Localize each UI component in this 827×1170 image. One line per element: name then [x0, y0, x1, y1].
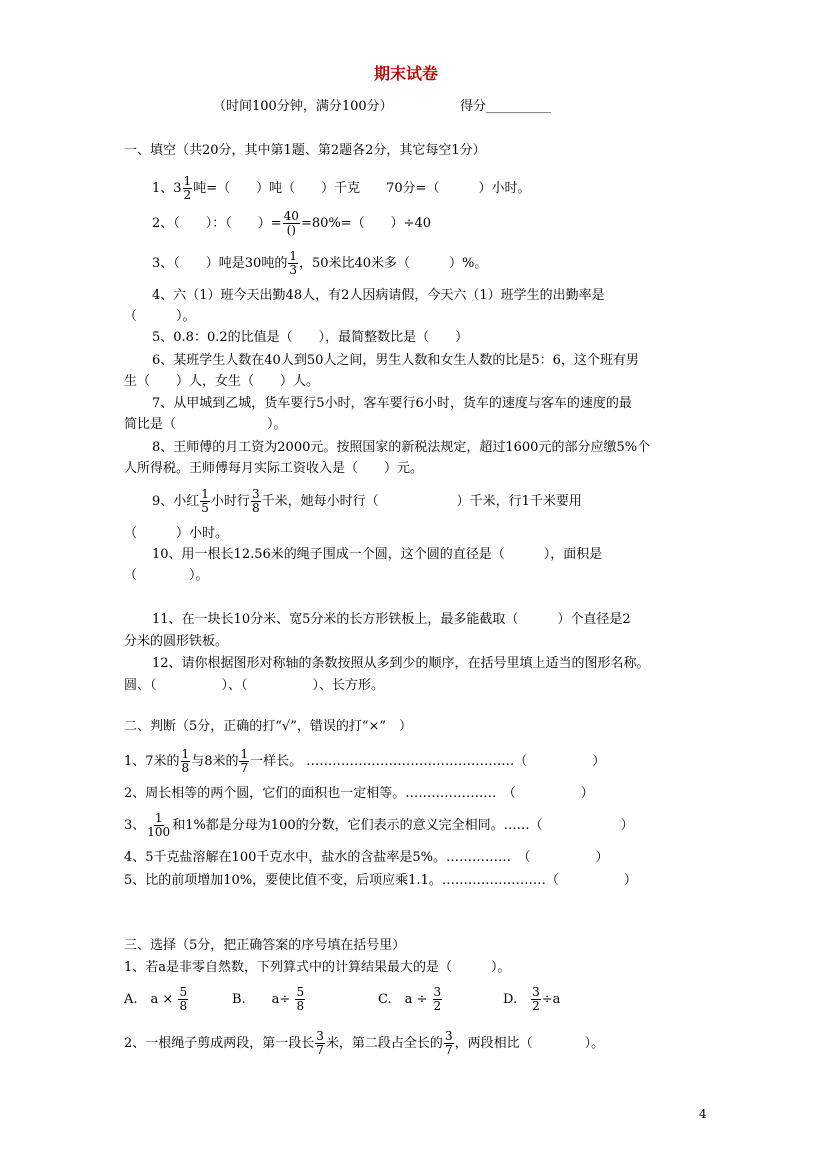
text: ，两段相比（ ）。	[454, 1036, 605, 1051]
fraction	[531, 986, 541, 1013]
text: 9、小红	[152, 494, 200, 509]
s1-question-4-line1: 4、六（1）班今天出勤48人，有2人因病请假，今天六（1）班学生的出勤率是	[152, 288, 605, 303]
fraction	[183, 175, 193, 202]
text: 一样长。 …………………………………………（ ）	[250, 754, 606, 769]
section2-heading: 二、判断（5分，正确的打“√”，错误的打“×” ）	[124, 719, 413, 734]
text: D.	[503, 992, 518, 1007]
s1-question-5: 5、0.8：0.2的比值是（ ），最简整数比是（ ）	[152, 330, 469, 345]
fraction	[181, 748, 191, 775]
numerator: 1	[154, 811, 163, 825]
fraction	[295, 986, 305, 1013]
numerator: 3	[251, 487, 260, 501]
numerator: 1	[201, 487, 209, 501]
fraction	[283, 210, 300, 237]
numerator: 3	[532, 985, 540, 999]
s1-question-6-line1: 6、某班学生人数在40人到50人之间，男生人数和女生人数的比是5：6，这个班有男	[152, 353, 639, 368]
fraction	[444, 1030, 454, 1057]
s3-option-c	[378, 986, 443, 1013]
denominator: 2	[433, 999, 442, 1013]
numerator: 40	[283, 209, 299, 223]
fraction	[433, 986, 443, 1013]
s1-question-9-line2: （ ）小时。	[124, 526, 229, 541]
numerator: 1	[183, 174, 192, 188]
denominator: 7	[316, 1043, 324, 1057]
text: ，50米比40米多（ ）%。	[298, 256, 488, 271]
text: A. a ×	[124, 992, 174, 1007]
fraction	[239, 748, 249, 775]
section1-heading: 一、填空（共20分，其中第1题、第2题各2分，其它每空1分）	[124, 143, 486, 158]
text: 2、一根绳子剪成两段，第一段长	[124, 1036, 315, 1051]
denominator: 7	[444, 1043, 453, 1057]
s1-question-6-line2: 生（ ）人，女生（ ）人。	[124, 374, 320, 389]
numerator: 5	[179, 985, 188, 999]
text: =80%=（ ）÷40	[300, 216, 432, 231]
fraction	[251, 488, 261, 515]
s2-question-2: 2、周长相等的两个圆，它们的面积也一定相等。………………… （ ）	[124, 786, 594, 801]
text: 3、	[124, 818, 146, 833]
denominator: 8	[179, 999, 188, 1013]
text: 吨=（ ）吨（ ）千克 70分=（ ）小时。	[193, 181, 531, 196]
denominator: 7	[240, 761, 249, 775]
s1-question-10-line2: （ ）。	[124, 568, 209, 583]
text: C. a ÷	[378, 992, 428, 1007]
text: B. a÷	[232, 992, 291, 1007]
s1-question-4-line2: （ ）。	[124, 309, 196, 324]
text: ÷a	[541, 992, 561, 1007]
page-number: 4	[699, 1107, 707, 1121]
text: 千米，她每小时行（ ）千米，行1千米要用	[261, 494, 582, 509]
text: 小时行	[210, 494, 250, 509]
text: 1、7米的	[124, 754, 180, 769]
text: 1、3	[152, 181, 182, 196]
s1-question-3	[152, 250, 487, 277]
denominator: 8	[181, 761, 190, 775]
numerator: 1	[289, 249, 297, 263]
exam-info: （时间100分钟，满分100分）	[213, 99, 393, 114]
s1-question-11-line1: 11、在一块长10分米、宽5分米的长方形铁板上，最多能截取（ ）个直径是2	[152, 612, 631, 627]
s1-question-12-line2: 圆、（ ）、（ ）、长方形。	[124, 678, 385, 693]
text: 3、（ ）吨是30吨的	[152, 256, 288, 271]
section3-heading: 三、选择（5分，把正确答案的序号填在括号里）	[124, 938, 406, 953]
s1-question-12-line1: 12、请你根据图形对称轴的条数按照从多到少的顺序，在括号里填上适当的图形名称。	[152, 656, 650, 671]
s2-question-4: 4、5千克盐溶解在100千克水中，盐水的含盐率是5%。…………… （ ）	[124, 850, 609, 865]
text: 和1%都是分母为100的分数，它们表示的意义完全相同。……（ ）	[172, 818, 634, 833]
numerator: 1	[181, 747, 190, 761]
s1-question-7-line2: 简比是（ ）。	[124, 417, 287, 432]
denominator: 5	[201, 501, 209, 515]
denominator: 2	[532, 999, 540, 1013]
fraction	[315, 1030, 325, 1057]
page-title: 期末试卷	[374, 64, 439, 83]
s1-question-8-line1: 8、王师傅的月工资为2000元。按照国家的新税法规定，超过1600元的部分应缴5%个	[152, 440, 651, 455]
s2-question-3	[124, 812, 634, 839]
fraction	[146, 812, 171, 839]
numerator: 3	[444, 1029, 453, 1043]
text: 米，第二段占全长的	[325, 1036, 443, 1051]
denominator: 3	[289, 263, 297, 277]
s2-question-1	[124, 748, 605, 775]
numerator: 5	[296, 985, 305, 999]
s1-question-7-line1: 7、从甲城到乙城，货车要行5小时，客车要行6小时，货车的速度与客车的速度的最	[152, 396, 632, 411]
s1-question-2	[152, 210, 431, 237]
numerator: 3	[316, 1029, 324, 1043]
fraction	[200, 488, 210, 515]
s1-question-11-line2: 分米的圆形铁板。	[124, 634, 229, 649]
s3-option-a	[124, 986, 189, 1013]
s3-option-b	[232, 986, 306, 1013]
s2-question-5: 5、比的前项增加10%，要使比值不变，后项应乘1.1。……………………（ ）	[124, 873, 637, 888]
text: 与8米的	[191, 754, 239, 769]
s3-question-2	[124, 1030, 604, 1057]
denominator: ()	[286, 223, 296, 237]
s3-option-d	[503, 986, 560, 1013]
text: 2、（ ）：（ ）=	[152, 216, 282, 231]
numerator: 1	[240, 747, 249, 761]
denominator: 2	[183, 188, 192, 202]
s1-question-10-line1: 10、用一根长12.56米的绳子围成一个圆，这个圆的直径是（ ），面积是	[152, 547, 603, 562]
score-field: 得分__________	[460, 99, 552, 114]
s1-question-8-line2: 人所得税。王师傅每月实际工资收入是（ ）元。	[124, 461, 424, 476]
s1-question-1	[152, 175, 531, 202]
denominator: 100	[147, 825, 171, 839]
fraction	[288, 250, 298, 277]
s1-question-9-line1	[152, 488, 582, 515]
denominator: 8	[251, 501, 260, 515]
fraction	[178, 986, 188, 1013]
denominator: 8	[296, 999, 305, 1013]
s3-question-1: 1、若a是非零自然数，下列算式中的计算结果最大的是（ ）。	[124, 960, 511, 975]
numerator: 3	[433, 985, 442, 999]
